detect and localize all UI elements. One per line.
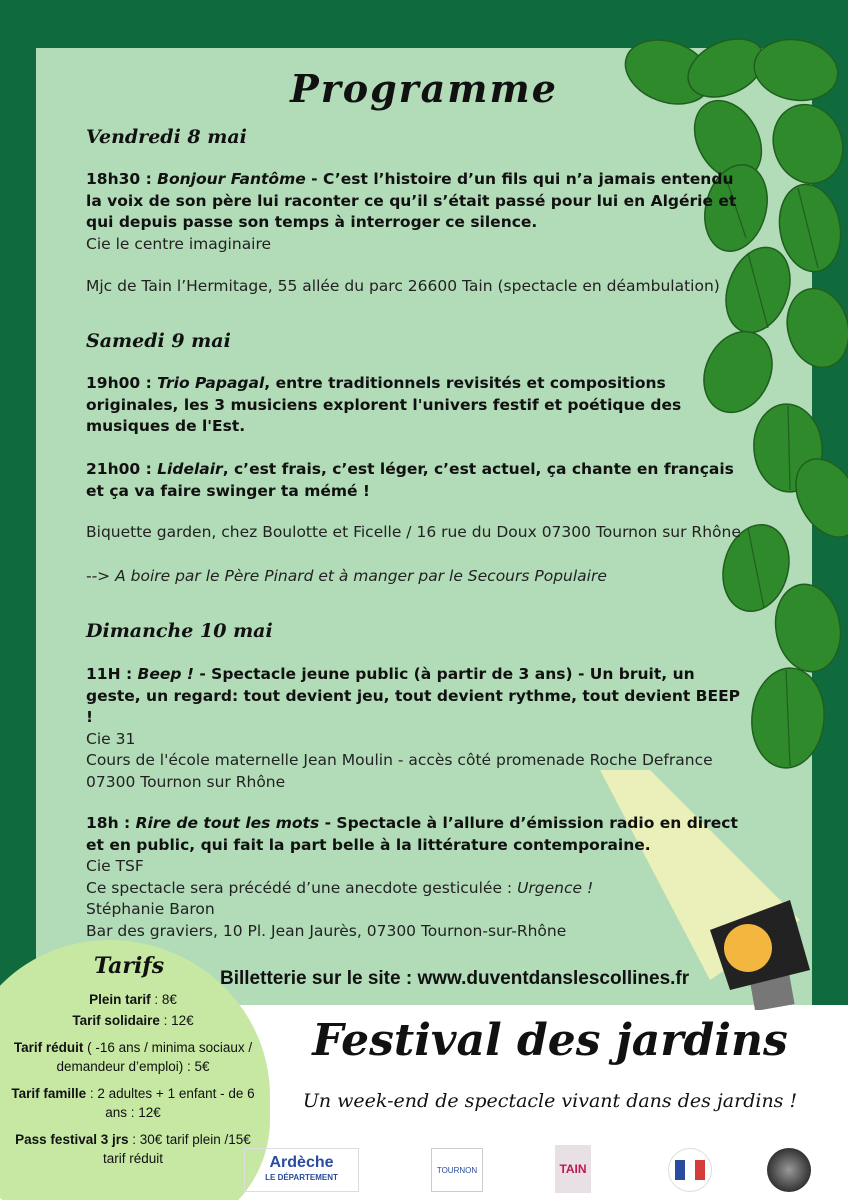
event-title: Rire de tout les mots <box>135 814 320 832</box>
event-description: - Spectacle jeune public (à partir de 3 ans) - Un bruit, un geste, un regard: tout devient jeu, tout devient rythme, tout devient BEEP ! <box>86 665 741 726</box>
tarifs-list <box>8 990 258 1176</box>
venue-friday: Mjc de Tain l’Hermitage, 55 allée du parc 26600 Tain (spectacle en déambulation) <box>86 277 720 295</box>
republique-logo <box>668 1148 712 1192</box>
event-title: Trio Papagal <box>157 374 265 392</box>
tarif-item <box>8 1011 258 1030</box>
event-company: Cie TSF <box>86 857 144 875</box>
event-lidelair <box>86 459 746 502</box>
tarif-value: : 2 adultes + 1 enfant - de 6 ans : 12€ <box>86 1086 255 1120</box>
tarif-item <box>8 1038 258 1076</box>
event-title: Bonjour Fantôme <box>157 170 306 188</box>
event-venue: Bar des graviers, 10 Pl. Jean Jaurès, 07300 Tournon-sur-Rhône <box>86 921 567 940</box>
tarif-label: Plein tarif <box>89 992 151 1007</box>
event-extra-text: Ce spectacle sera précédé d’une anecdote gesticulée : <box>86 878 518 897</box>
circular-logo <box>767 1148 811 1192</box>
event-time: 21h00 : <box>86 460 158 478</box>
tarif-item <box>8 990 258 1009</box>
tarif-value: : 8€ <box>150 992 177 1007</box>
tournon-logo <box>431 1148 483 1192</box>
festival-subtitle: Un week-end de spectacle vivant dans des jardins ! <box>302 1090 798 1112</box>
event-time: 18h30 : <box>86 170 158 188</box>
tain-logo <box>555 1145 591 1193</box>
ardeche-logo-subtitle: LE DÉPARTEMENT <box>265 1173 338 1182</box>
tain-logo-text: TAIN <box>559 1162 587 1176</box>
event-company: Cie 31 <box>86 729 136 748</box>
page-title: Programme <box>290 66 558 111</box>
event-trio-papagal <box>86 373 746 438</box>
event-description: - C’est l’histoire d’un fils qui n’a jamais entendu la voix de son père lui raconter ce qu’il s’était passé pour lui en Algérie et qui depuis passe son temps à interroger ce silence. <box>86 170 737 231</box>
tarif-label: Tarif réduit <box>13 1040 84 1055</box>
tarif-value: : 30€ tarif plein /15€ tarif réduit <box>102 1132 251 1166</box>
festival-title: Festival des jardins <box>312 1015 788 1066</box>
tarif-item <box>8 1130 258 1168</box>
tarif-label: Tarif solidaire <box>72 1013 160 1028</box>
tarif-label: Tarif famille <box>11 1086 87 1101</box>
tarif-value: ( -16 ans / minima sociaux / demandeur d’emploi) : 5€ <box>56 1040 253 1074</box>
tournon-logo-text: TOURNON <box>436 1165 478 1175</box>
event-description: - Spectacle à l’allure d’émission radio en direct et en public, qui fait la part belle à la littérature contemporaine. <box>86 814 738 854</box>
day-heading-saturday: Samedi 9 mai <box>86 330 231 352</box>
day-heading-sunday: Dimanche 10 mai <box>86 620 273 642</box>
event-time: 19h00 : <box>86 374 158 392</box>
ardeche-logo <box>244 1148 359 1192</box>
venue-saturday: Biquette garden, chez Boulotte et Ficelle / 16 rue du Doux 07300 Tournon sur Rhône <box>86 523 741 541</box>
event-beep <box>86 664 746 793</box>
venue-note-saturday: --> A boire par le Père Pinard et à manger par le Secours Populaire <box>86 567 607 585</box>
billetterie-link[interactable]: Billetterie sur le site : www.duventdanslescollines.fr <box>220 968 690 989</box>
event-time: 18h : <box>86 814 136 832</box>
tarif-label: Pass festival 3 jrs <box>15 1132 129 1147</box>
tarif-value: : 12€ <box>159 1013 194 1028</box>
event-company: Cie le centre imaginaire <box>86 234 272 253</box>
event-extra-title: Urgence ! <box>517 878 594 897</box>
event-bonjour-fantome <box>86 169 746 255</box>
event-description: , c’est frais, c’est léger, c’est actuel, ça chante en français et ça va faire swinger ta mémé ! <box>86 460 734 500</box>
ardeche-logo-name: Ardèche <box>269 1154 334 1171</box>
day-heading-friday: Vendredi 8 mai <box>86 126 247 148</box>
tarif-item <box>8 1084 258 1122</box>
event-venue: Cours de l'école maternelle Jean Moulin - accès côté promenade Roche Defrance 07300 Tournon sur Rhône <box>86 751 713 791</box>
event-rire-de-tout-les-mots <box>86 813 746 942</box>
event-description: , entre traditionnels revisités et compositions originales, les 3 musiciens explorent l'univers festif et poétique des musiques de l'Est. <box>86 374 682 435</box>
event-extra-author: Stéphanie Baron <box>86 900 215 918</box>
event-title: Lidelair <box>157 460 223 478</box>
event-time: 11H : <box>86 665 138 683</box>
event-title: Beep ! <box>137 665 194 683</box>
tarifs-title: Tarifs <box>93 953 165 979</box>
